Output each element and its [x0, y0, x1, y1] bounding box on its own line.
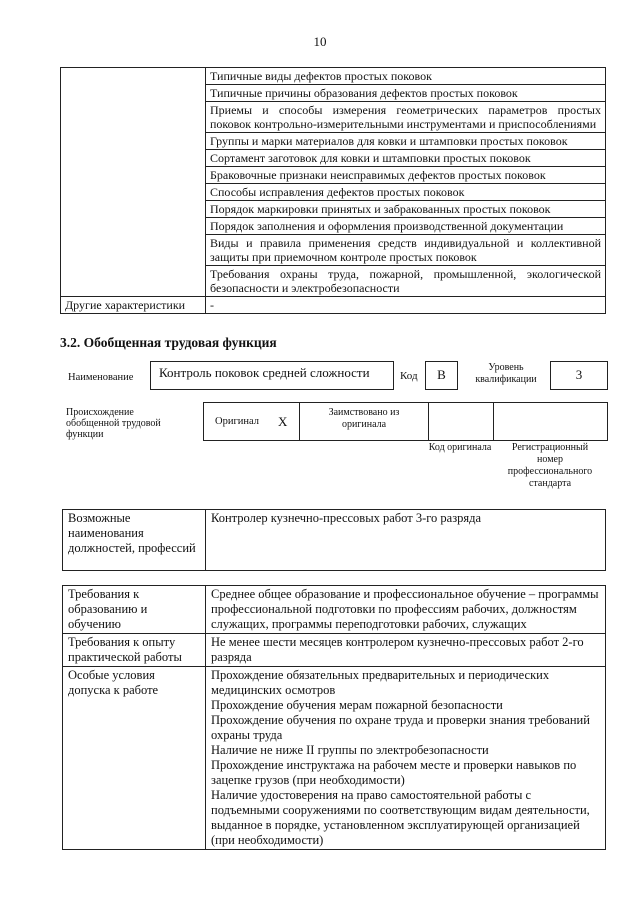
code-label: Код	[400, 370, 418, 382]
name-value: Контроль поковок средней сложности	[159, 365, 370, 380]
requirements-table	[62, 585, 606, 850]
other-row	[61, 297, 606, 314]
code-value: B	[437, 367, 446, 382]
requirement-value	[206, 667, 606, 850]
knowledge-item: Приемы и способы измерения геометрических параметров простых поковок контрольно-измерительными инструментами и приспособлениями	[206, 102, 606, 133]
requirement-line: Наличие не ниже II группы по электробезопасности	[211, 743, 489, 757]
positions-value: Контролер кузнечно-прессовых работ 3-го разряда	[206, 510, 606, 571]
requirement-row	[63, 634, 606, 667]
requirement-line: Прохождение инструктажа на рабочем месте и проверки навыков по зацепке грузов (при необходимости)	[211, 758, 577, 787]
requirement-label: Требования к образованию и обучению	[63, 586, 206, 634]
knowledge-item: Способы исправления дефектов простых поковок	[206, 184, 606, 201]
origin-boxes	[203, 402, 606, 439]
knowledge-table	[60, 67, 606, 314]
knowledge-item: Порядок заполнения и оформления производственной документации	[206, 218, 606, 235]
knowledge-item: Требования охраны труда, пожарной, промышленной, экологической безопасности и электробезопасности	[206, 266, 606, 297]
knowledge-row	[61, 68, 606, 85]
knowledge-item: Типичные причины образования дефектов простых поковок	[206, 85, 606, 102]
requirement-label: Особые условия допуска к работе	[63, 667, 206, 850]
requirement-line: Прохождение обязательных предварительных и периодических медицинских осмотров	[211, 668, 550, 697]
knowledge-item: Группы и марки материалов для ковки и штамповки простых поковок	[206, 133, 606, 150]
knowledge-item: Браковочные признаки неисправимых дефектов простых поковок	[206, 167, 606, 184]
knowledge-item: Виды и правила применения средств индивидуальной и коллективной защиты при приемочном контроле простых поковок	[206, 235, 606, 266]
requirement-line: Наличие удостоверения на право самостоятельной работы с подъемными сооружениями по соответствующим видам деятельности, выданное в порядке, установленном эксплуатирующей организацией (при необходимости)	[211, 788, 590, 847]
requirement-label: Требования к опыту практической работы	[63, 634, 206, 667]
requirement-value	[206, 586, 606, 634]
name-value-box	[150, 361, 394, 390]
knowledge-item: Типичные виды дефектов простых поковок	[206, 68, 606, 85]
code-value-box	[425, 361, 458, 390]
level-value-box	[550, 361, 608, 390]
positions-label: Возможные наименования должностей, профессий	[63, 510, 206, 571]
page-number: 10	[313, 34, 327, 49]
requirement-value	[206, 634, 606, 667]
reg-number-label: Регистрационный номер профессионального стандарта	[507, 442, 593, 489]
code-original-label: Код оригинала	[428, 442, 492, 453]
knowledge-item: Сортамент заготовок для ковки и штамповки простых поковок	[206, 150, 606, 167]
requirement-line: Прохождение обучения мерам пожарной безопасности	[211, 698, 503, 712]
borrowed-cell	[299, 402, 429, 441]
original-cell	[203, 402, 300, 441]
original-mark: X	[278, 414, 288, 429]
borrowed-label: Заимствовано из оригинала	[328, 407, 400, 430]
name-label: Наименование	[68, 372, 134, 383]
requirement-line: Среднее общее образование и профессиональное обучение – программы профессиональной подготовки по профессиям рабочих, должностям служащих, программы переподготовки рабочих, служащих	[211, 587, 599, 631]
reg-number-cell	[493, 402, 608, 441]
level-label: Уровень квалификации	[475, 362, 537, 385]
original-label: Оригинал	[215, 416, 259, 427]
other-label: Другие характеристики	[61, 297, 206, 314]
requirement-line: Прохождение обучения по охране труда и проверки знания требований охраны труда	[211, 713, 590, 742]
other-value: -	[206, 297, 606, 314]
code-original-cell	[428, 402, 494, 441]
section-heading: 3.2. Обобщенная трудовая функция	[60, 335, 277, 350]
positions-table	[62, 509, 606, 571]
origin-label: Происхождение обобщенной трудовой функции	[66, 407, 161, 440]
requirement-row	[63, 667, 606, 850]
requirement-row	[63, 586, 606, 634]
level-value: 3	[575, 367, 583, 382]
requirement-line: Не менее шести месяцев контролером кузнечно-прессовых работ 2-го разряда	[211, 635, 584, 664]
knowledge-item: Порядок маркировки принятых и забракованных простых поковок	[206, 201, 606, 218]
knowledge-label-cell	[61, 68, 206, 297]
